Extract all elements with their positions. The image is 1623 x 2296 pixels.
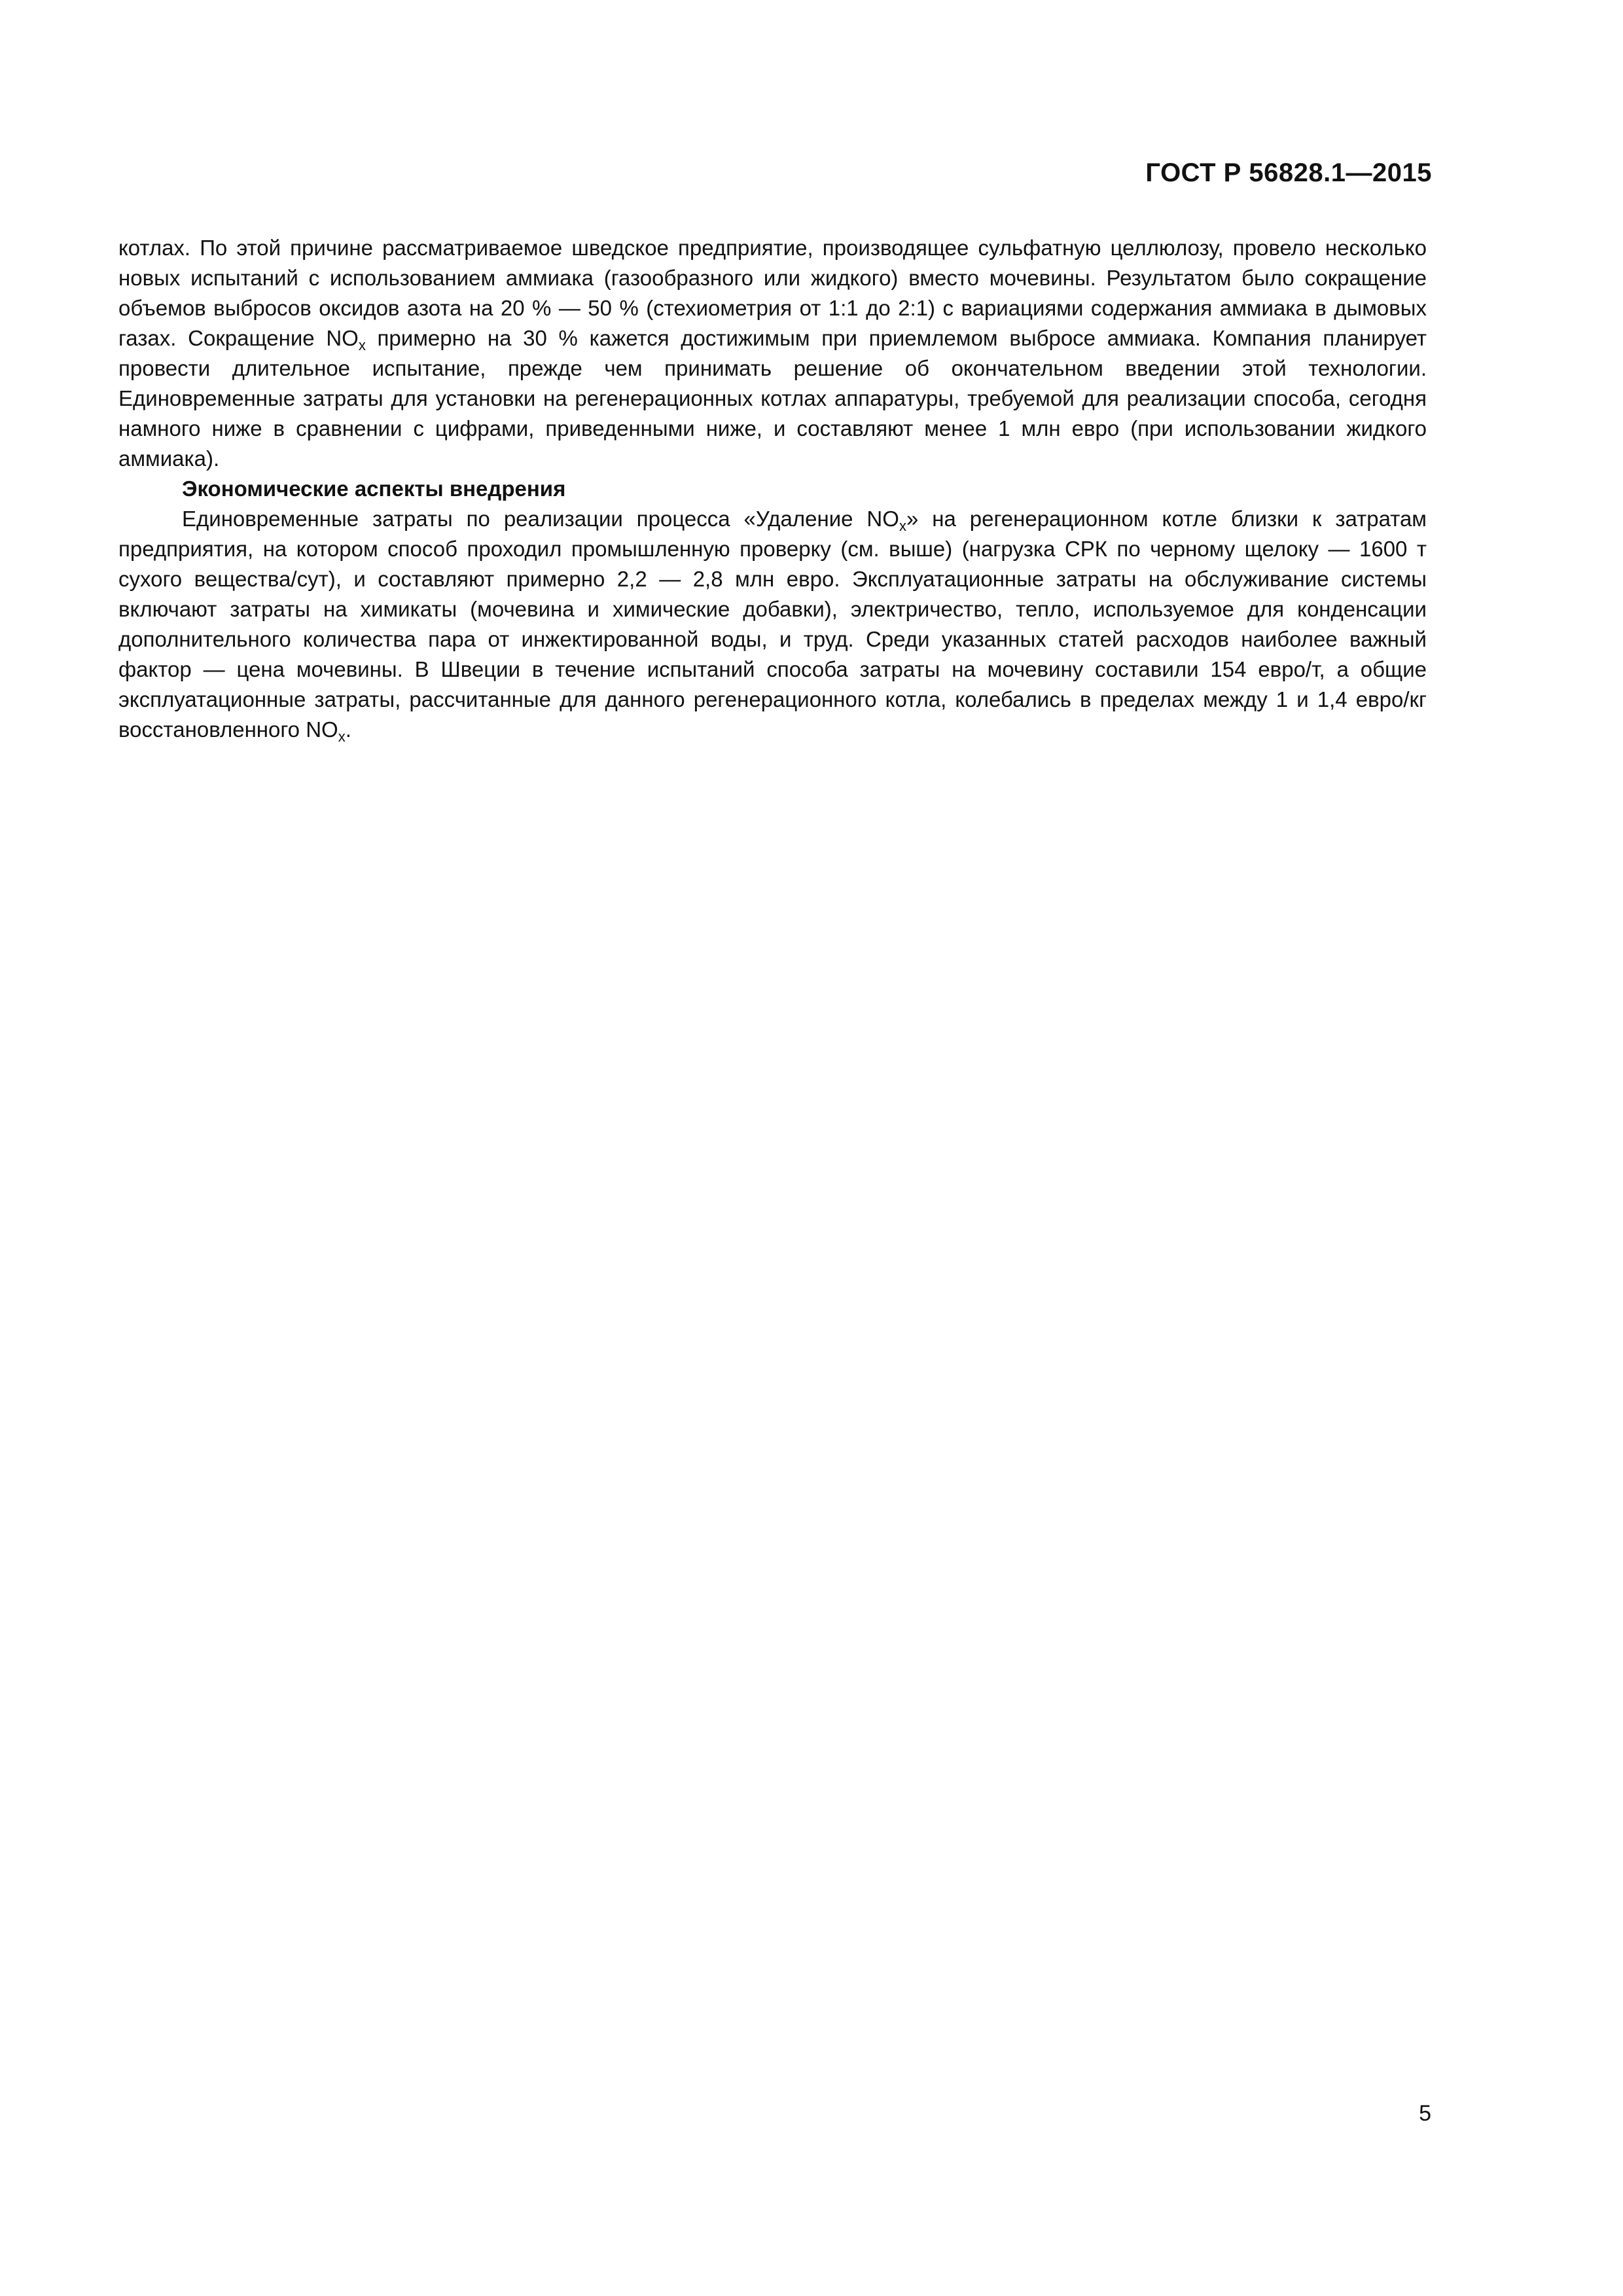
standard-code-header: ГОСТ Р 56828.1—2015 (1145, 158, 1432, 187)
page-number: 5 (1419, 2101, 1431, 2126)
paragraph-text: примерно на 30 % кажется достижимым при приемлемом выбросе аммиака. Компания планирует провести длительное испытание, прежде чем принимать решение об окончательном введении этой технологии. Единовременные затраты для установки на регенерационных котлах аппаратуры, требуемой для реализации способа, сегодня намного ниже в сравнении с цифрами, приведенными ниже, и составляют менее 1 млн евро (при использовании жидкого аммиака). (118, 326, 1427, 471)
paragraph-text: котлах. По этой причине рассматриваемое шведское предприятие, производящее сульфатную целлюлозу, провело несколько новых испытаний с использованием аммиака (газообразного или жидкого) вместо мочевины. Результатом было сокращение объемов выбросов оксидов азота на 20 % — 50 % (стехиометрия от 1:1 до 2:1) с вариациями содержания аммиака в дымовых газах. Сокращение NO (118, 236, 1427, 350)
paragraph-text: Единовременные затраты по реализации процесса «Удаление NO (182, 507, 899, 531)
section-subheading: Экономические аспекты внедрения (182, 476, 566, 501)
paragraph-continuation (118, 233, 1427, 474)
paragraph-text: . (345, 717, 351, 742)
subscript: x (899, 518, 906, 534)
paragraph-text: » на регенерационном котле близки к затратам предприятия, на котором способ проходил промышленную проверку (см. выше) (нагрузка СРК по черному щелоку — 1600 т сухого вещества/сут), и составляют примерно 2,2 — 2,8 млн евро. Эксплуатационные затраты на обслуживание системы включают затраты на химикаты (мочевина и химические добавки), электричество, тепло, используемое для конденсации дополнительного количества пара от инжектированной воды, и труд. Среди указанных статей расходов наиболее важный фактор — цена мочевины. В Швеции в течение испытаний способа затраты на мочевину составили 154 евро/т, а общие эксплуатационные затраты, рассчитанные для данного регенерационного котла, колебались в пределах между 1 и 1,4 евро/кг восстановленного NO (118, 507, 1427, 742)
body-text (118, 233, 1427, 745)
paragraph-economics (118, 504, 1427, 745)
subscript: x (358, 337, 366, 353)
subscript: x (338, 728, 346, 745)
